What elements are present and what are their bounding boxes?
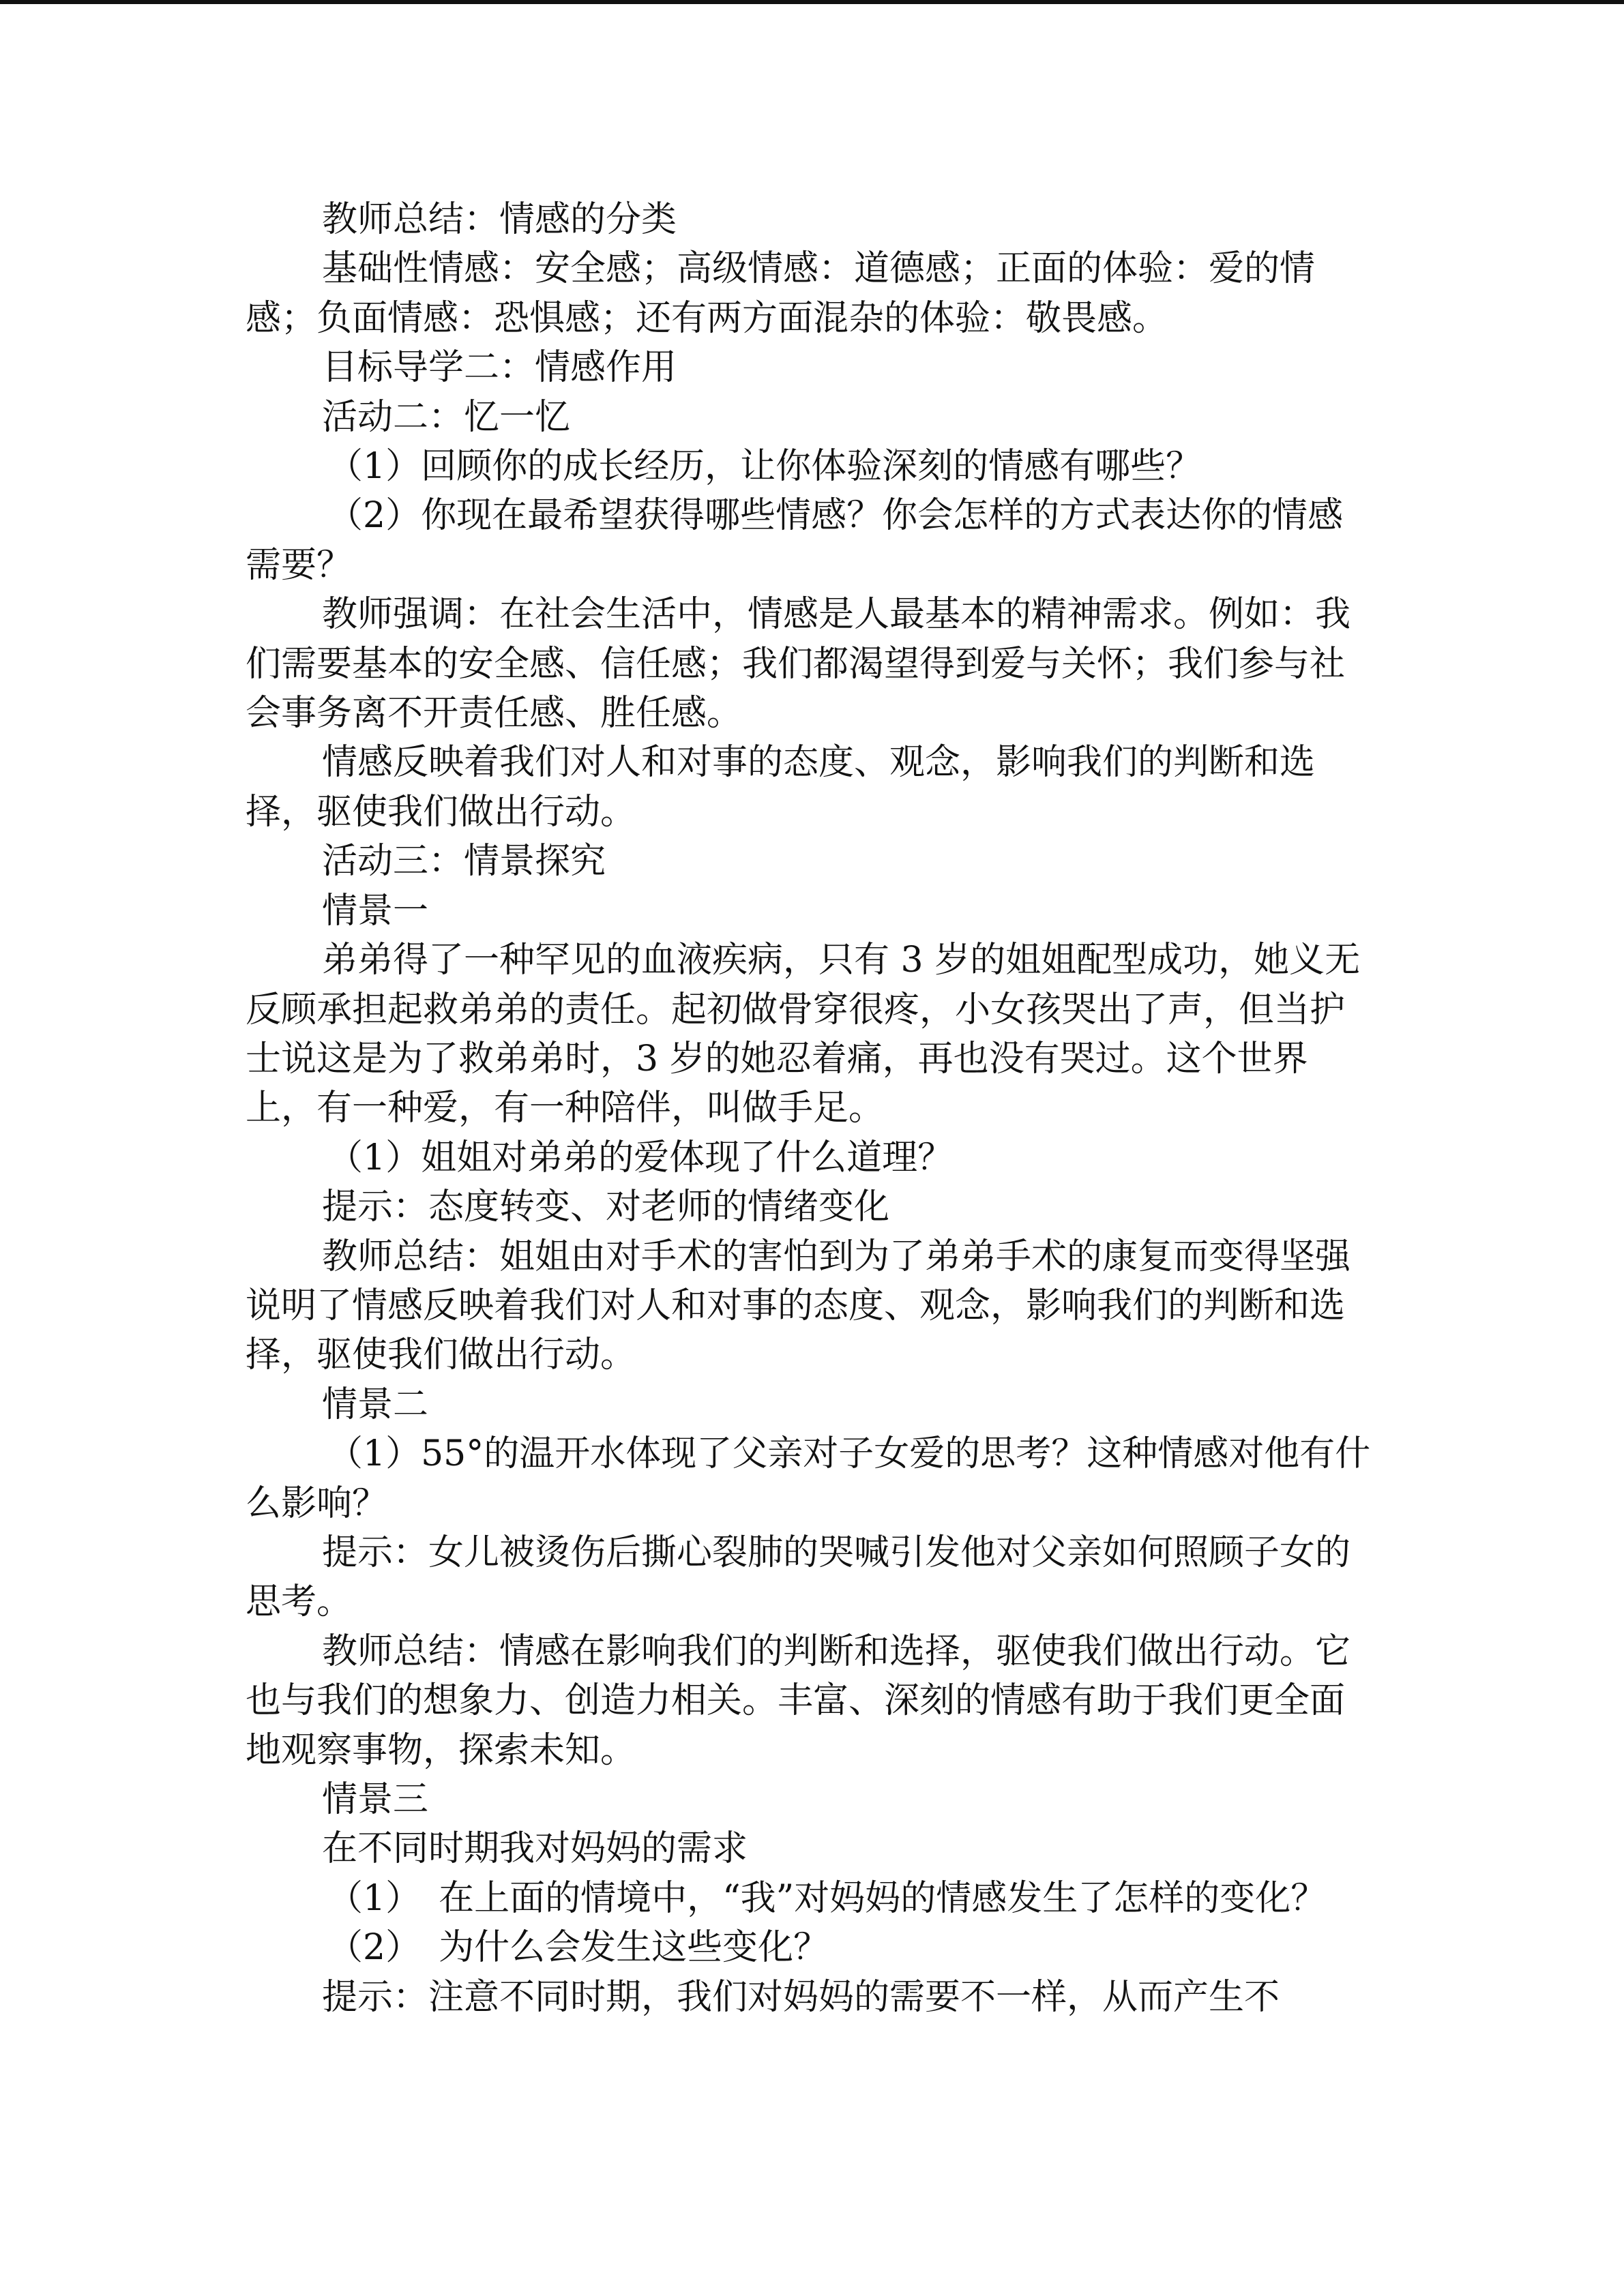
scenario-three-heading: 情景三	[322, 1779, 429, 1820]
page-top-border	[0, 0, 1624, 4]
activity-two-heading: 活动二：忆一忆	[322, 396, 571, 438]
activity-three-heading: 活动三：情景探究	[322, 841, 606, 882]
teacher-summary-paragraph: 教师总结：情感在影响我们的判断和选择，驱使我们做出行动。它也与我们的想象力、创造力相关。丰富、深刻的情感有助于我们更全面地观察事物，探索未知。	[246, 1630, 1351, 1771]
scenario-two-heading: 情景二	[322, 1384, 429, 1425]
question-item: （2）你现在最希望获得哪些情感？你会怎样的方式表达你的情感需要？	[246, 495, 1344, 586]
scenario-three-subtitle: 在不同时期我对妈妈的需求	[322, 1828, 748, 1870]
question-item: （1） 在上面的情境中，“我”对妈妈的情感发生了怎样的变化？	[327, 1877, 1327, 1919]
summary-heading: 教师总结：情感的分类	[322, 199, 677, 240]
question-item: （1）55°的温开水体现了父亲对子女爱的思考？这种情感对他有什么影响？	[246, 1433, 1371, 1524]
question-item: （2） 为什么会发生这些变化？	[327, 1927, 829, 1969]
goal-heading: 目标导学二：情感作用	[322, 347, 677, 389]
teacher-summary-paragraph: 教师总结：姐姐由对手术的害怕到为了弟弟手术的康复而变得坚强说明了情感反映着我们对人和对事的态度、观念，影响我们的判断和选择，驱使我们做出行动。	[246, 1236, 1351, 1376]
hint-paragraph: 提示：女儿被烫伤后撕心裂肺的哭喊引发他对父亲如何照顾子女的思考。	[246, 1532, 1351, 1623]
body-paragraph: 情感反映着我们对人和对事的态度、观念，影响我们的判断和选择，驱使我们做出行动。	[246, 742, 1316, 833]
question-item: （1）姐姐对弟弟的爱体现了什么道理？	[327, 1137, 954, 1178]
emotion-types-paragraph: 基础性情感：安全感；高级情感：道德感；正面的体验：爱的情感；负面情感：恐惧感；还有两方面混杂的体验：敬畏感。	[246, 248, 1316, 339]
hint-paragraph: 提示：态度转变、对老师的情绪变化	[322, 1187, 890, 1228]
scenario-one-heading: 情景一	[322, 890, 429, 931]
question-item: （1）回顾你的成长经历，让你体验深刻的情感有哪些？	[327, 446, 1202, 488]
teacher-emphasis-paragraph: 教师强调：在社会生活中，情感是人最基本的精神需求。例如：我们需要基本的安全感、信任感；我们都渴望得到爱与关怀；我们参与社会事务离不开责任感、胜任感。	[246, 594, 1351, 734]
scenario-one-story: 弟弟得了一种罕见的血液疾病，只有 3 岁的姐姐配型成功，她义无反顾承担起救弟弟的责任。起初做骨穿很疼，小女孩哭出了声，但当护士说这是为了救弟弟时，3 岁的她忍着痛，再也没有哭过。这个世界上，有一种爱，有一种陪伴，叫做手足。	[246, 940, 1361, 1129]
hint-paragraph: 提示：注意不同时期，我们对妈妈的需要不一样，从而产生不	[322, 1976, 1280, 2018]
document-body	[246, 195, 1378, 2022]
